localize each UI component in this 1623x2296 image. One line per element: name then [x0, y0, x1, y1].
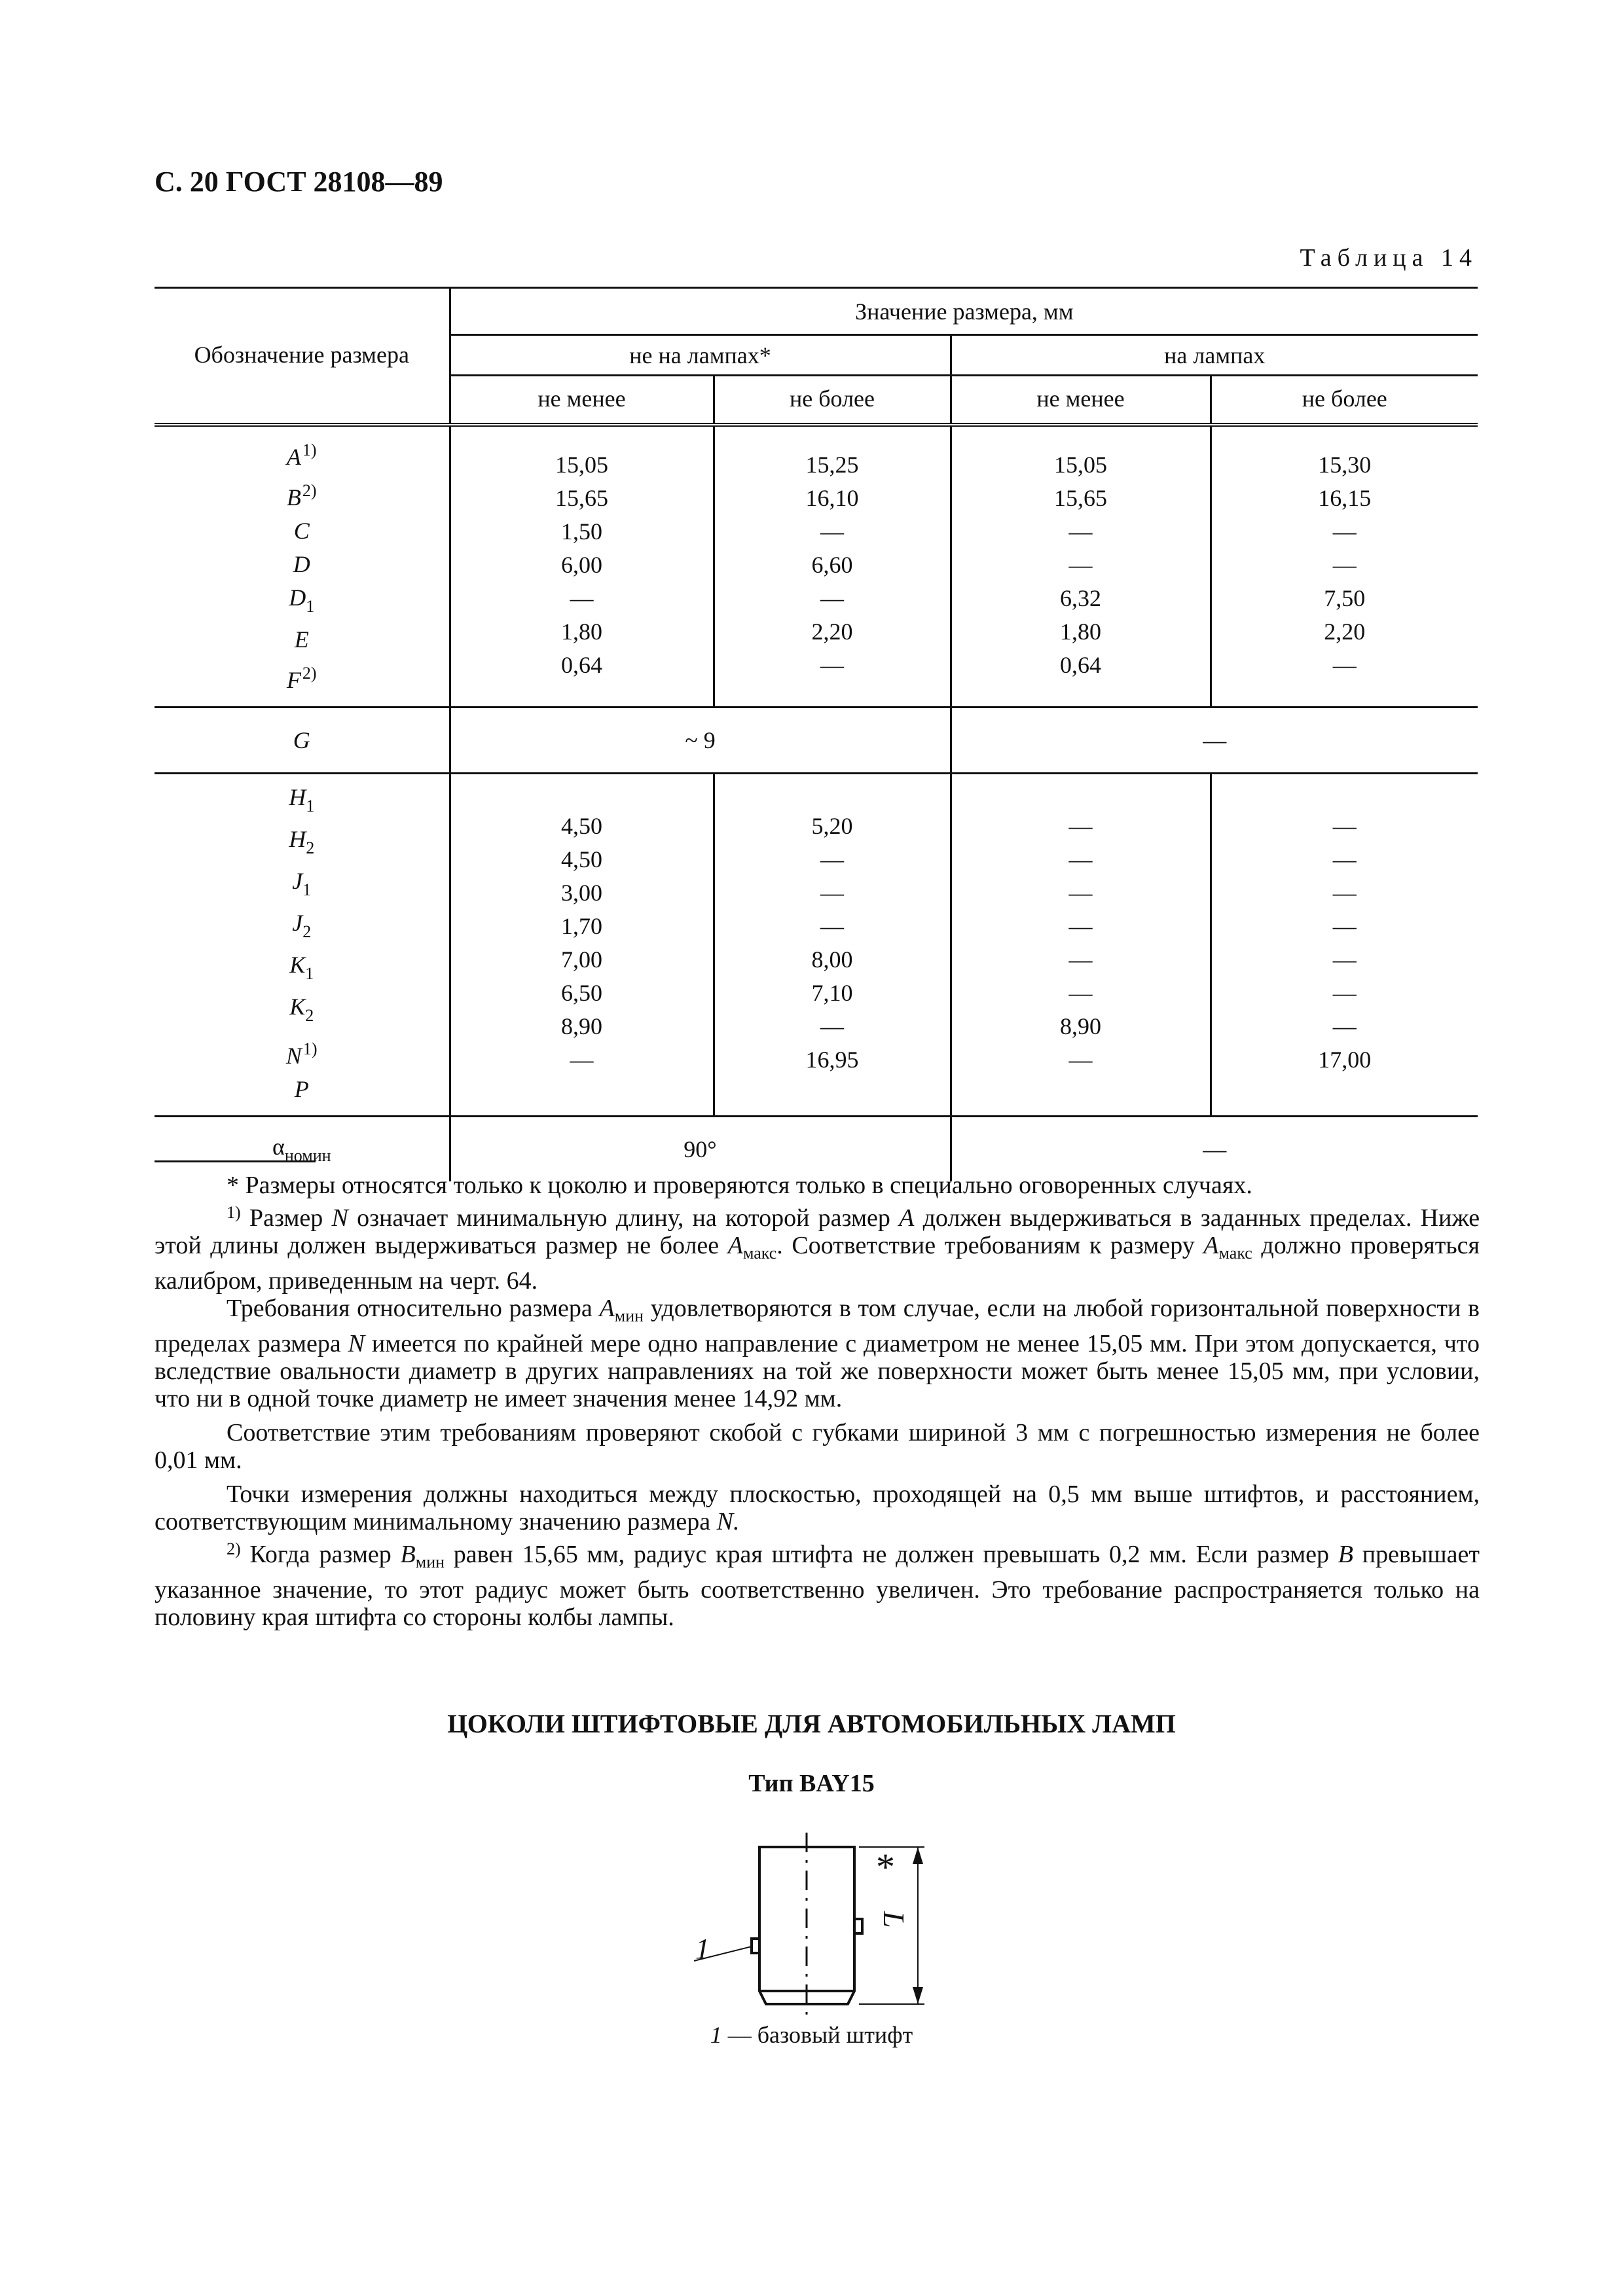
value-cell: 15,25	[805, 451, 859, 478]
value-cell: —	[1332, 946, 1357, 973]
section-title: ЦОКОЛИ ШТИФТОВЫЕ ДЛЯ АВТОМОБИЛЬНЫХ ЛАМП	[447, 1709, 1176, 1738]
value-cell: —	[820, 846, 844, 872]
value-cell: 2,20	[811, 618, 853, 645]
designation-h1: $H_1$	[289, 783, 315, 816]
value-cell: —	[1332, 518, 1357, 545]
value-cell: 7,10	[811, 980, 853, 1006]
header-on-lamps: на лампах	[951, 335, 1478, 376]
designation-c: C	[293, 517, 310, 544]
alpha-not-on-lamps: 90°	[450, 1116, 951, 1181]
footnotes	[155, 1172, 1480, 1631]
designation-e: E	[294, 626, 309, 653]
value-cell: —	[1068, 518, 1093, 545]
footnote-2: $^{2)}$ Когда размер $B_{мин}$ равен 15,65 мм, радиус края штифта не должен превышать 0,2 мм. Если размер B превышает указанное значение, то этот радиус может быть соответственно увеличен. Это требование распространяется только на половину края штифта со стороны колбы лампы.	[155, 1539, 1480, 1631]
value-cell: 6,00	[561, 551, 602, 578]
pin-right	[854, 1919, 862, 1933]
value-cell: 2,20	[1324, 618, 1366, 645]
header-values: Значение размера, мм	[450, 288, 1478, 335]
cap-drawing	[681, 1833, 969, 2029]
designation-k1: $K_1$	[289, 951, 314, 983]
designation-j2: $J_2$	[292, 909, 312, 941]
value-cell: —	[1332, 813, 1357, 839]
value-cell: —	[1068, 813, 1093, 839]
header-designation: Обозначение размера	[155, 288, 450, 422]
value-cell: 8,00	[811, 946, 853, 973]
footnote-1-points: Точки измерения должны находиться между плоскостью, проходящей на 0,5 мм выше штифтов, и расстоянием, соответствующим минимальному значению размера N.	[155, 1480, 1480, 1535]
footnote-rule	[155, 1160, 316, 1162]
designation-f: $F^{2)}$	[286, 663, 317, 693]
value-cell: —	[820, 651, 844, 678]
group2-col-max-on-lamps	[1211, 773, 1478, 1116]
alpha-symbol: α	[272, 1133, 285, 1160]
group1-col-max-not-on-lamps	[714, 425, 951, 708]
alpha-subscript: номин	[284, 1145, 331, 1165]
group2-designations	[155, 773, 450, 1116]
value-cell: 17,00	[1318, 1047, 1372, 1073]
value-cell: 6,32	[1060, 584, 1101, 611]
value-cell: —	[1332, 651, 1357, 678]
label-L: L	[877, 1911, 911, 1928]
label-star: *	[876, 1846, 895, 1888]
value-cell: 7,50	[1324, 584, 1366, 611]
value-cell: 4,50	[561, 846, 602, 872]
footnote-1-amin: Требования относительно размера $A_{мин}$ удовлетворяются в том случае, если на любой горизонтальной поверхности в пределах размера N имеется по крайней мере одно направление с диаметром не менее 15,05 мм. При этом допускается, что вследствие овальности диаметр в других направлениях на той же поверхности может быть менее 15,05 мм, при условии, что ни в одной точке диаметр не имеет значения менее 14,92 мм.	[155, 1295, 1480, 1412]
value-cell: —	[1332, 980, 1357, 1006]
designation-d1: $D_1$	[289, 584, 315, 616]
g-not-on-lamps: ~ 9	[450, 707, 951, 773]
value-cell: 7,00	[561, 946, 602, 973]
designation-p: P	[294, 1075, 309, 1102]
designation-a: $A^{1)}$	[286, 440, 317, 470]
value-cell: —	[1068, 946, 1093, 973]
group2-col-min-not-on-lamps	[450, 773, 714, 1116]
value-cell: —	[1068, 551, 1093, 578]
value-cell: —	[1068, 1047, 1093, 1073]
value-cell: 15,65	[1054, 484, 1107, 511]
section-subtitle: Тип BAY15	[748, 1770, 875, 1797]
value-cell: —	[1332, 846, 1357, 872]
table-caption: Таблица 14	[1300, 244, 1478, 272]
value-cell: —	[1332, 551, 1357, 578]
figure-caption: 1 — базовый штифт	[710, 2022, 913, 2048]
header-min: не менее	[450, 376, 714, 422]
value-cell: —	[820, 518, 844, 545]
value-cell: 6,50	[561, 980, 602, 1006]
footnote-star: * Размеры относятся только к цоколю и проверяются только в специально оговоренных случаях.	[227, 1172, 1252, 1199]
value-cell: 8,90	[561, 1013, 602, 1039]
value-cell: 4,50	[561, 813, 602, 839]
g-designation: G	[155, 707, 450, 773]
value-cell: —	[820, 584, 844, 611]
label-1: 1	[695, 1933, 710, 1965]
value-cell: 15,05	[1054, 451, 1107, 478]
group1-col-min-not-on-lamps	[450, 425, 714, 708]
value-cell: 1,80	[1060, 618, 1101, 645]
designation-h2: $H_2$	[289, 825, 315, 857]
group1-col-min-on-lamps	[951, 425, 1211, 708]
designation-j1: $J_1$	[292, 867, 312, 899]
value-cell: —	[820, 1013, 844, 1039]
value-cell: —	[1068, 980, 1093, 1006]
value-cell: 6,60	[811, 551, 853, 578]
value-cell: 3,00	[561, 880, 602, 906]
value-cell: 16,95	[805, 1047, 859, 1073]
value-cell: —	[570, 584, 594, 611]
value-cell: —	[820, 880, 844, 906]
designation-d: D	[293, 550, 310, 577]
group2-col-max-not-on-lamps	[714, 773, 951, 1116]
header-max: не более	[714, 376, 951, 422]
value-cell: 8,90	[1060, 1013, 1101, 1039]
value-cell: 0,64	[561, 651, 602, 678]
footnote-1-check: Соответствие этим требованиям проверяют скобой с губками шириной 3 мм с погрешностью измерения не более 0,01 мм.	[155, 1419, 1480, 1474]
value-cell: —	[1068, 846, 1093, 872]
header-min: не менее	[951, 376, 1211, 422]
value-cell: —	[820, 913, 844, 939]
value-cell: 1,70	[561, 913, 602, 939]
value-cell: 5,20	[811, 813, 853, 839]
header-not-on-lamps: не на лампах*	[450, 335, 951, 376]
group1-col-max-on-lamps	[1211, 425, 1478, 708]
designation-k2: $K_2$	[289, 993, 314, 1025]
value-cell: 15,65	[555, 484, 608, 511]
value-cell: 15,05	[555, 451, 608, 478]
value-cell: —	[570, 1047, 594, 1073]
designation-b: $B^{2)}$	[286, 480, 317, 511]
value-cell: 1,80	[561, 618, 602, 645]
alpha-on-lamps: —	[951, 1116, 1478, 1181]
value-cell: —	[1332, 880, 1357, 906]
page-header: С. 20 ГОСТ 28108—89	[155, 166, 443, 198]
pin-left	[752, 1939, 759, 1953]
footnote-1: $^{1)}$ Размер N означает минимальную длину, на которой размер A должен выдерживаться в заданных пределах. Ниже этой длины должен выдерживаться размер не более $A_{макс}$. Соответствие требованиям к размеру $A_{макс}$ должно проверяться калибром, приведенным на черт. 64.	[155, 1203, 1480, 1295]
value-cell: —	[1068, 880, 1093, 906]
value-cell: —	[1068, 913, 1093, 939]
header-max: не более	[1211, 376, 1478, 422]
dim-arrow-top	[913, 1847, 923, 1864]
group1-designations	[155, 425, 450, 708]
value-cell: 16,15	[1318, 484, 1372, 511]
value-cell: 16,10	[805, 484, 859, 511]
value-cell: —	[1332, 913, 1357, 939]
dimensions-table	[155, 287, 1478, 1181]
designation-n: $N^{1)}$	[285, 1039, 318, 1069]
g-on-lamps: —	[951, 707, 1478, 773]
value-cell: 1,50	[561, 518, 602, 545]
dim-arrow-bottom	[913, 1987, 923, 2004]
value-cell: —	[1332, 1013, 1357, 1039]
value-cell: 15,30	[1318, 451, 1372, 478]
group2-col-min-on-lamps	[951, 773, 1211, 1116]
value-cell: 0,64	[1060, 651, 1101, 678]
